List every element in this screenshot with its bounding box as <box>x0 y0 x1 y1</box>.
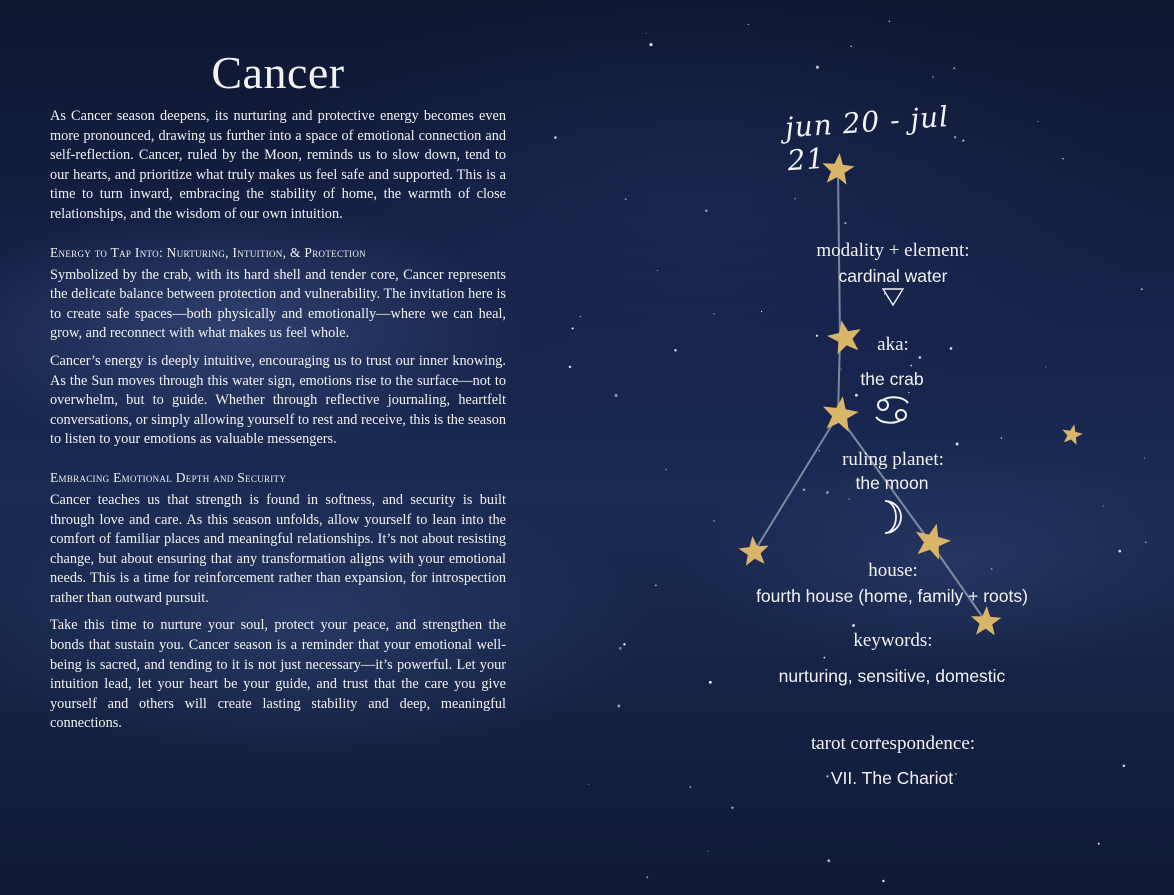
tiny-star <box>707 851 708 852</box>
tiny-star <box>932 76 934 78</box>
tiny-star <box>841 369 842 370</box>
body-paragraph: Take this time to nurture your soul, protect your peace, and strengthen the bonds that sustain you. Cancer season is a reminder that your emotional well-being is sacred, and tending to it is not just necessary—it’s powerful. Let your intuition lead, let your heart be your guide, and trust that the care you give yourself and others will create lasting stability and deep, meaningful connections. <box>50 617 506 732</box>
tiny-star <box>794 198 796 200</box>
tiny-star <box>646 33 647 34</box>
tiny-star <box>816 335 818 337</box>
tiny-star <box>1141 288 1143 290</box>
tiny-star <box>761 311 762 312</box>
date-range: jun 20 - jul 21 <box>783 99 951 178</box>
tiny-star <box>649 43 652 46</box>
gold-star-icon <box>738 536 768 566</box>
constellation-line <box>754 415 838 552</box>
tiny-star <box>803 489 805 491</box>
tiny-star <box>848 498 849 499</box>
tiny-star <box>1001 437 1003 439</box>
tiny-star <box>646 876 648 878</box>
tiny-star <box>882 880 884 882</box>
body-paragraph: Cancer teaches us that strength is found in softness, and security is built through love and care. As this season unfolds, allow yourself to lean into the comfort of familiar places and meaningful relationships. It’s not about resisting change, but about ensuring that any transformation aligns with your emotional needs. This is a time for reinforcement rather than expansion, for introspection rather than outward pursuit. <box>50 491 506 606</box>
gold-star-icon <box>827 320 861 354</box>
body-paragraph: Cancer’s energy is deeply intuitive, encouraging us to trust our inner knowing. As the Sun moves through this water sign, emotions rise to the surface—not to overwhelm, but to guide. Whether through reflective journaling, heartfelt conversations, or simply allowing yourself to rest and receive, this is the season to listen to your emotions as valuable messengers. <box>50 352 506 448</box>
tiny-star <box>844 222 846 224</box>
house-value: fourth house (home, family + roots) <box>756 586 1028 606</box>
tiny-star <box>554 136 557 139</box>
tiny-star <box>731 807 733 809</box>
body-paragraph: Symbolized by the crab, with its hard shell and tender core, Cancer represents the delicate balance between protection and vulnerability. The invitation here is to create safe spaces—both physically and emotionally—where we can heal, grow, and reconnect with what makes us feel whole. <box>50 266 506 342</box>
tiny-star <box>824 657 826 659</box>
tiny-star <box>950 347 953 350</box>
tarot-label: tarot correspondence: <box>810 733 976 754</box>
tiny-star <box>1118 550 1121 553</box>
keywords-label: keywords: <box>853 630 933 651</box>
tiny-star <box>713 520 714 521</box>
tiny-star <box>572 327 574 329</box>
tiny-star <box>852 624 855 627</box>
tiny-star <box>991 568 993 570</box>
tiny-star <box>910 365 912 367</box>
ruling-planet-label: ruling planet: <box>842 449 944 470</box>
tiny-star <box>1045 366 1046 367</box>
tiny-star <box>709 681 712 684</box>
gold-star-icon <box>971 606 1001 635</box>
aka-label: aka: <box>877 334 909 355</box>
section-heading: Energy to Tap Into: Nurturing, Intuition, & Protection <box>50 244 366 260</box>
water-triangle-icon <box>881 287 905 307</box>
tiny-star <box>1123 764 1126 767</box>
tiny-star <box>689 786 691 788</box>
tiny-star <box>826 491 829 494</box>
tiny-star <box>580 316 582 318</box>
tiny-star <box>889 21 891 23</box>
section-heading: Embracing Emotional Depth and Security <box>50 469 287 485</box>
tiny-star <box>623 643 625 645</box>
constellation-lines <box>754 170 986 622</box>
modality-value: cardinal water <box>838 266 948 286</box>
gold-star-icon <box>1062 424 1083 445</box>
tiny-star <box>955 773 957 775</box>
tiny-star <box>826 775 828 777</box>
tiny-star <box>1098 843 1100 845</box>
tiny-star <box>705 209 708 212</box>
tiny-star <box>1103 505 1104 506</box>
tarot-value: VII. The Chariot <box>830 768 954 788</box>
cancer-symbol-icon <box>873 395 911 425</box>
intro-paragraph: As Cancer season deepens, its nurturing and protective energy becomes even more pronounced, drawing us further into a space of emotional connection and self-reflection. Cancer, ruled by the Moon, reminds us to slow down, tend to our hearts, and prioritize what truly makes us feel safe and supported. This is a time to turn inward, embracing the stability of home, the warmth of close relationships, and the wisdom of our own intuition. <box>50 108 506 222</box>
house-label: house: <box>868 560 918 581</box>
keywords-value: nurturing, sensitive, domestic <box>778 666 1006 686</box>
tiny-star <box>1062 158 1064 160</box>
tiny-star <box>919 356 922 359</box>
gold-star-icon <box>823 396 859 432</box>
tiny-star <box>816 66 819 69</box>
tiny-star <box>615 394 618 397</box>
tiny-star <box>1144 457 1145 458</box>
tiny-star <box>617 705 620 708</box>
tiny-star <box>953 67 955 69</box>
tiny-star <box>827 859 830 862</box>
tiny-star <box>819 450 820 451</box>
tiny-star <box>1145 541 1147 543</box>
tiny-star <box>908 392 909 393</box>
aka-value: the crab <box>860 369 924 389</box>
tiny-star <box>619 647 622 650</box>
tiny-star <box>1037 121 1038 122</box>
tiny-star <box>855 394 858 397</box>
modality-label: modality + element: <box>816 240 970 261</box>
tiny-star <box>588 784 589 785</box>
tiny-star <box>850 45 852 47</box>
tiny-star <box>713 313 715 315</box>
tiny-star <box>956 443 959 446</box>
tiny-star <box>665 469 667 471</box>
tiny-star <box>748 24 749 25</box>
page-title: Cancer <box>211 47 345 98</box>
text-column <box>50 46 506 742</box>
crescent-moon-icon <box>877 499 907 535</box>
tiny-star <box>655 584 657 586</box>
tiny-star <box>657 270 658 271</box>
tiny-star <box>625 198 627 200</box>
tiny-star <box>674 349 677 352</box>
ruling-planet-value: the moon <box>855 473 929 493</box>
tiny-star <box>569 366 572 369</box>
